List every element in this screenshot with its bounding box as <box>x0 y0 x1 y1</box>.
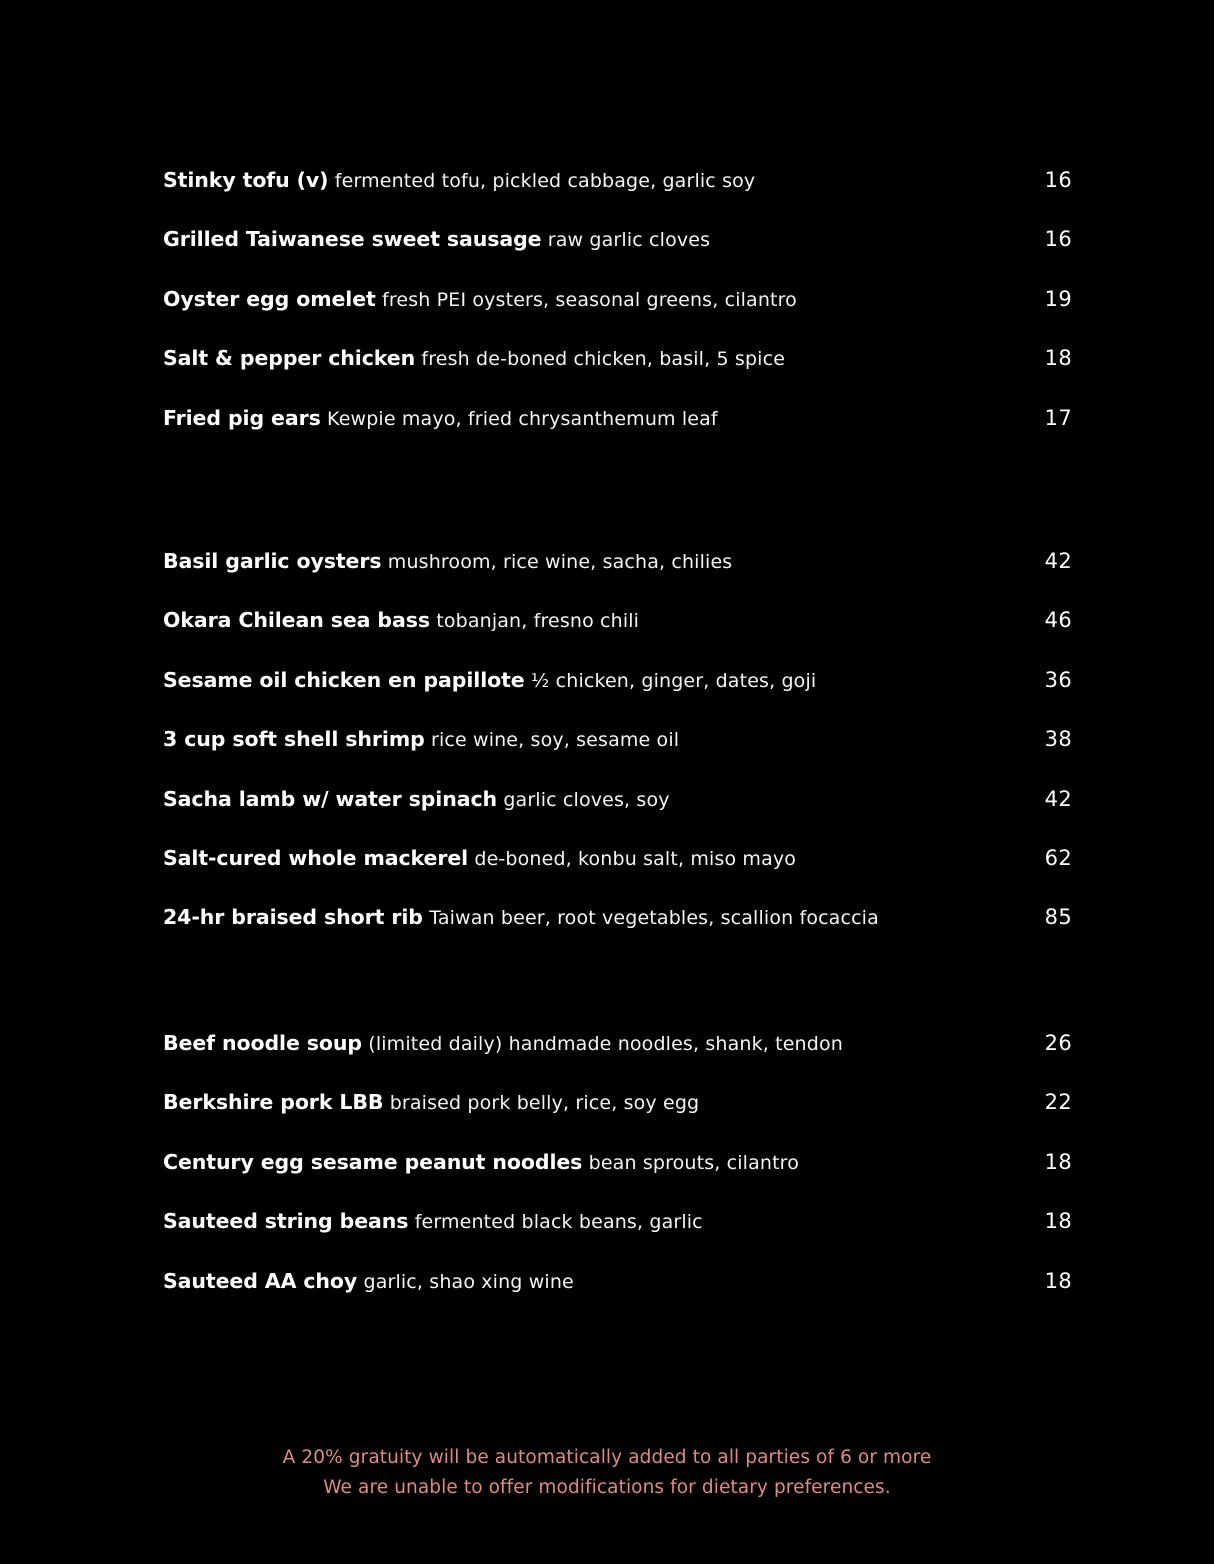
menu-item-name: Salt-cured whole mackerel <box>163 846 469 871</box>
footer-gratuity-notice: A 20% gratuity will be automatically added to all parties of 6 or more <box>282 1447 932 1468</box>
menu-item-name: Sauteed AA choy <box>163 1268 358 1293</box>
menu-item-price: 46 <box>1044 608 1072 633</box>
menu-item-price: 18 <box>1044 1268 1072 1293</box>
menu-item-text <box>163 406 718 430</box>
menu-item-name: Beef noodle soup <box>163 1030 362 1055</box>
menu-item-row <box>163 1269 1072 1293</box>
menu-item-description: rice wine, soy, sesame oil <box>430 729 680 752</box>
menu-item-name: Salt & pepper chicken <box>163 346 416 371</box>
menu-item-name: 3 cup soft shell shrimp <box>163 727 425 752</box>
menu-item-text <box>163 905 879 929</box>
menu-item-price: 22 <box>1044 1090 1072 1115</box>
menu-item-name: Sacha lamb w/ water spinach <box>163 786 498 811</box>
menu-item-text <box>163 1150 799 1174</box>
menu-item-text <box>163 1031 843 1055</box>
menu-item-text <box>163 727 679 751</box>
menu-section-large-plates <box>163 549 1072 930</box>
menu-item-price: 18 <box>1044 1209 1072 1234</box>
menu-item-price: 42 <box>1044 786 1072 811</box>
menu-sections <box>163 168 1072 1293</box>
menu-item-name: Grilled Taiwanese sweet sausage <box>163 227 542 252</box>
menu-item-row <box>163 1090 1072 1114</box>
menu-item-price: 85 <box>1044 905 1072 930</box>
menu-item-text <box>163 1090 699 1114</box>
menu-item-row <box>163 905 1072 929</box>
menu-item-name: Stinky tofu (v) <box>163 168 329 192</box>
menu-item-description: braised pork belly, rice, soy egg <box>389 1092 700 1115</box>
menu-footer-notice <box>0 1443 1214 1503</box>
menu-item-price: 38 <box>1044 727 1072 752</box>
menu-item-description: mushroom, rice wine, sacha, chilies <box>387 551 733 574</box>
menu-item-row <box>163 727 1072 751</box>
menu-item-row <box>163 846 1072 870</box>
menu-item-text <box>163 287 797 311</box>
menu-item-description: fresh de-boned chicken, basil, 5 spice <box>421 348 786 371</box>
menu-item-row <box>163 287 1072 311</box>
menu-item-name: Century egg sesame peanut noodles <box>163 1149 583 1174</box>
menu-item-description: garlic, shao xing wine <box>363 1270 574 1293</box>
menu-item-row <box>163 787 1072 811</box>
menu-item-text <box>163 168 755 192</box>
menu-item-row <box>163 168 1072 192</box>
menu-item-description: Kewpie mayo, fried chrysanthemum leaf <box>327 407 718 430</box>
menu-item-description: Taiwan beer, root vegetables, scallion focaccia <box>429 907 879 930</box>
menu-item-text <box>163 346 785 370</box>
menu-item-price: 42 <box>1044 549 1072 574</box>
menu-item-row <box>163 1150 1072 1174</box>
menu-item-description: de-boned, konbu salt, miso mayo <box>474 848 797 871</box>
menu-item-text <box>163 549 732 573</box>
menu-item-price: 62 <box>1044 846 1072 871</box>
menu-item-price: 18 <box>1044 346 1072 371</box>
menu-item-text <box>163 227 710 251</box>
menu-item-row <box>163 608 1072 632</box>
menu-item-description: fermented black beans, garlic <box>414 1211 703 1234</box>
menu-item-price: 36 <box>1044 667 1072 692</box>
menu-item-name: Oyster egg omelet <box>163 286 376 311</box>
menu-item-text <box>163 787 670 811</box>
menu-item-price: 26 <box>1044 1030 1072 1055</box>
menu-item-description: tobanjan, fresno chili <box>436 610 640 633</box>
menu-item-price: 17 <box>1044 405 1072 430</box>
menu-item-row <box>163 668 1072 692</box>
menu-item-text <box>163 1209 703 1233</box>
menu-item-price: 18 <box>1044 1149 1072 1174</box>
menu-item-row <box>163 1031 1072 1055</box>
menu-item-row <box>163 406 1072 430</box>
menu-item-name: Berkshire pork LBB <box>163 1090 384 1115</box>
footer-modifications-notice: We are unable to offer modifications for dietary preferences. <box>323 1476 891 1498</box>
menu-item-name: Sesame oil chicken en papillote <box>163 667 525 692</box>
menu-item-description: fresh PEI oysters, seasonal greens, cilantro <box>382 288 797 311</box>
menu-item-name: Sauteed string beans <box>163 1209 409 1234</box>
menu-item-name: Basil garlic oysters <box>163 549 382 574</box>
menu-item-row <box>163 227 1072 251</box>
menu-item-row <box>163 549 1072 573</box>
menu-item-price: 19 <box>1044 286 1072 311</box>
menu-item-description: ½ chicken, ginger, dates, goji <box>530 669 817 692</box>
menu-item-row <box>163 346 1072 370</box>
menu-section-small-plates <box>163 168 1072 430</box>
menu-item-name: Okara Chilean sea bass <box>163 608 430 633</box>
menu-item-text <box>163 668 816 692</box>
menu-item-price: 16 <box>1044 168 1072 192</box>
menu-section-rice-noodles-vegetables <box>163 1031 1072 1293</box>
menu-item-row <box>163 1209 1072 1233</box>
menu-item-description: bean sprouts, cilantro <box>588 1151 799 1174</box>
menu-item-text <box>163 1269 574 1293</box>
menu-item-description: garlic cloves, soy <box>503 788 670 811</box>
menu-item-price: 16 <box>1044 227 1072 252</box>
menu-item-description: raw garlic cloves <box>547 229 711 252</box>
menu-item-text <box>163 846 796 870</box>
menu-item-description: fermented tofu, pickled cabbage, garlic soy <box>334 170 756 192</box>
menu-item-name: Fried pig ears <box>163 405 321 430</box>
menu-item-text <box>163 608 639 632</box>
menu-item-name: 24-hr braised short rib <box>163 905 423 930</box>
menu-item-description: (limited daily) handmade noodles, shank, tendon <box>368 1032 843 1055</box>
